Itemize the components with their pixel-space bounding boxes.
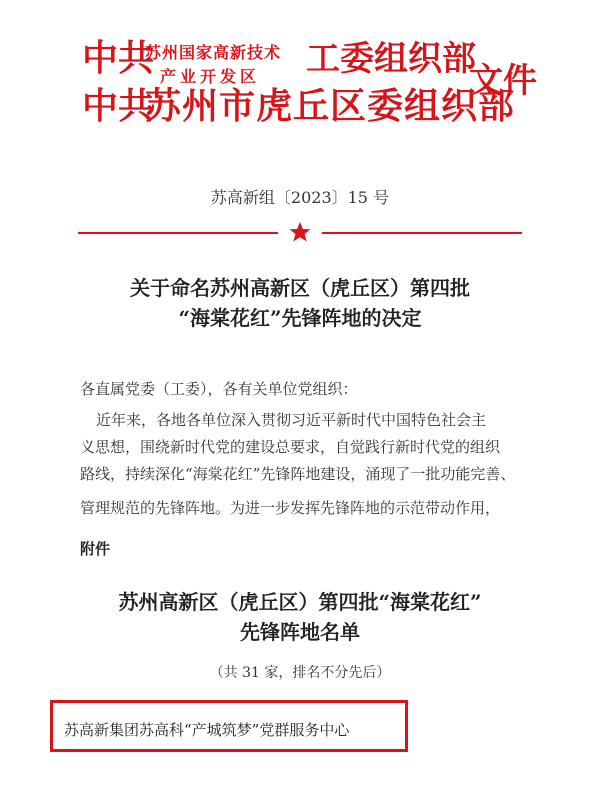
body-line-4: 管理规范的先锋阵地。为进一步发挥先锋阵地的示范带动作用， [80, 499, 501, 517]
header-small-line-1: 苏州国家高新技术 [145, 43, 282, 62]
body-line-3: 路线，持续深化“海棠花红”先锋阵地建设，涌现了一批功能完善、 [80, 465, 516, 483]
list-title-line-2: 先锋阵地名单 [240, 620, 360, 644]
doc-title-line-2: “海棠花红”先锋阵地的决定 [178, 306, 422, 330]
red-rule-left [78, 232, 278, 234]
star-icon [288, 220, 312, 244]
red-rule-right [322, 232, 522, 234]
doc-number: 苏高新组〔2023〕15 号 [210, 188, 390, 207]
header-small-line-2: 产业开发区 [160, 67, 261, 86]
header-org-1: 工委组织部 [306, 39, 476, 79]
body-line-2: 义思想，围绕新时代党的建设总要求，自觉践行新时代党的组织 [80, 438, 501, 456]
header-zhonggong-1: 中共 [82, 37, 155, 79]
header-wenjian: 文件 [469, 61, 537, 101]
body-line-1: 近年来，各地各单位深入贯彻习近平新时代中国特色社会主 [96, 411, 487, 429]
list-item: 苏高新集团苏高科“产城筑梦”党群服务中心 [64, 721, 350, 739]
salutation: 各直属党委（工委），各有关单位党组织： [80, 380, 358, 398]
header-zhonggong-2: 中共 [82, 85, 155, 127]
doc-title-line-1: 关于命名苏州高新区（虎丘区）第四批 [130, 276, 470, 300]
header-org-2: 苏州市虎丘区委组织部 [145, 85, 516, 127]
list-count: （共 31 家，排名不分先后） [209, 665, 391, 681]
attachment-label: 附件 [80, 540, 111, 558]
list-title-line-1: 苏州高新区（虎丘区）第四批“海棠花红” [118, 590, 482, 614]
